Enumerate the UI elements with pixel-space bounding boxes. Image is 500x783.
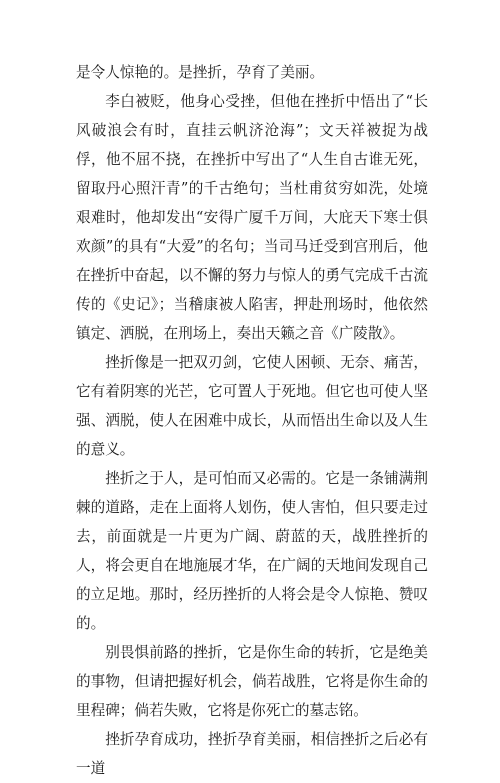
paragraph-thorny-road: 挫折之于人，是可怕而又必需的。它是一条铺满荆棘的道路，走在上面将人划伤，使人害怕，但只要走过去，前面就是一片更为广阔、蔚蓝的天，战胜挫折的人，将会更自在地施展才华，在广阔的天地间发现自己的立足地。那时，经历挫折的人将会是令人惊艳、赞叹的。 bbox=[76, 470, 428, 632]
paragraph-do-not-fear: 别畏惧前路的挫折，它是你生命的转折，它是绝美的事物，但请把握好机会，倘若战胜，它将是你生命的里程碑；倘若失败，它将是你死亡的墓志铭。 bbox=[76, 644, 428, 719]
essay-body bbox=[76, 58, 428, 783]
paragraph-historical-examples: 李白被贬，他身心受挫，但他在挫折中悟出了“长风破浪会有时，直挂云帆济沧海”；文天祥被捉为战俘，他不屈不挠，在挫折中写出了“人生自古谁无死，留取丹心照汗青”的千古绝句；当杜甫贫穷如洗，处境艰难时，他却发出“安得广厦千万间，大庇天下寒士俱欢颜”的具有“大爱”的名句；当司马迁受到宫刑后，他在挫折中奋起，以不懈的努力与惊人的勇气完成千古流传的《史记》；当稽康被人陷害，押赴刑场时，他依然镇定、洒脱，在刑场上，奏出天籁之音《广陵散》。 bbox=[76, 93, 428, 342]
paragraph-double-edged-sword: 挫折像是一把双刃剑，它使人困顿、无奈、痛苦，它有着阴寒的光芒，它可置人于死地。但它也可使人坚强、洒脱，使人在困难中成长，从而悟出生命以及人生的意义。 bbox=[76, 354, 428, 458]
paragraph-closing: 挫折孕育成功，挫折孕育美丽，相信挫折之后必有一道 bbox=[76, 731, 428, 777]
paragraph-continuation: 是令人惊艳的。是挫折，孕育了美丽。 bbox=[76, 64, 325, 81]
